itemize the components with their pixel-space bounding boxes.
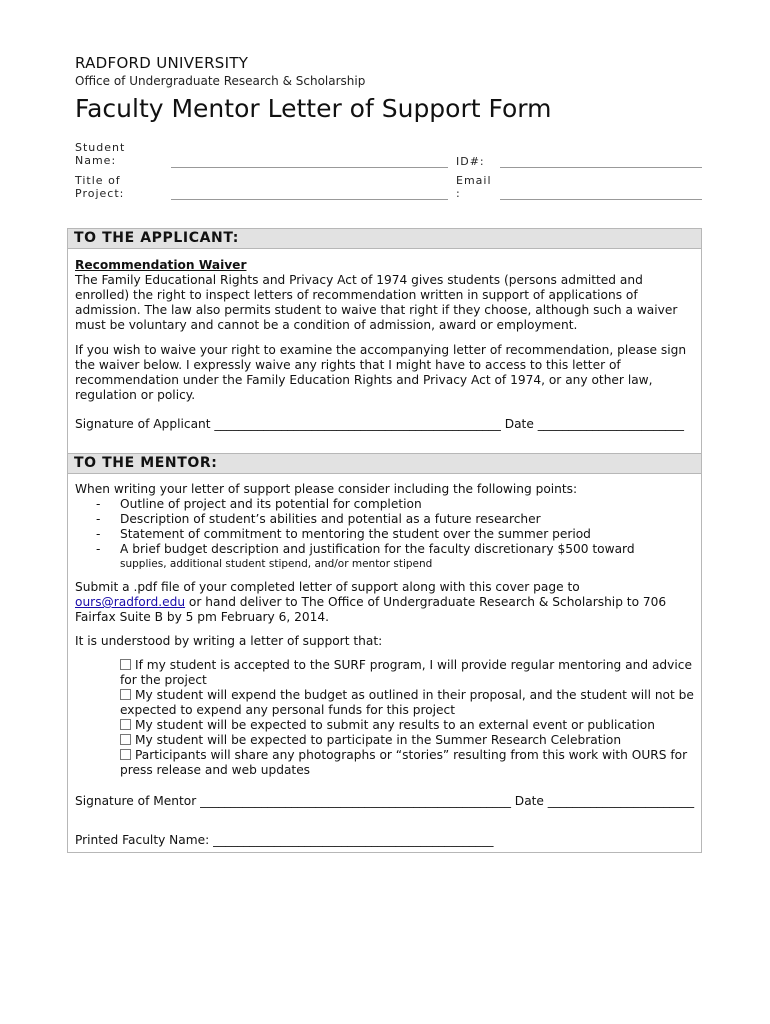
project-title-label: Title of Project: bbox=[75, 174, 125, 200]
printed-name-line[interactable]: Printed Faculty Name: ______________________________________________ bbox=[75, 833, 494, 847]
point-item: Outline of project and its potential for completion bbox=[120, 497, 422, 511]
waiver-block bbox=[75, 258, 695, 333]
email-field[interactable] bbox=[500, 199, 702, 200]
project-title-field[interactable] bbox=[171, 199, 448, 200]
email-label: Email : bbox=[456, 174, 492, 200]
applicant-divider bbox=[68, 248, 701, 249]
bullet-dash: - bbox=[96, 542, 101, 556]
checkbox-item bbox=[120, 748, 698, 778]
id-label: ID#: bbox=[456, 155, 485, 168]
checkbox-label: Participants will share any photographs or “stories” resulting from this work with OURS for press release and web updates bbox=[120, 748, 688, 777]
point-item: Statement of commitment to mentoring the student over the summer period bbox=[120, 527, 591, 541]
checkbox-item bbox=[120, 688, 698, 718]
applicant-heading: TO THE APPLICANT: bbox=[68, 229, 701, 248]
checkbox-list bbox=[120, 658, 698, 778]
understood-text: It is understood by writing a letter of support that: bbox=[75, 634, 383, 648]
checkbox[interactable] bbox=[120, 734, 131, 745]
checkbox-item bbox=[120, 718, 698, 733]
point-item: Description of student’s abilities and potential as a future researcher bbox=[120, 512, 541, 526]
mentor-divider bbox=[68, 473, 701, 474]
bullet-dash: - bbox=[96, 512, 101, 526]
checkbox[interactable] bbox=[120, 749, 131, 760]
page-title: Faculty Mentor Letter of Support Form bbox=[75, 94, 552, 123]
waiver-title: Recommendation Waiver bbox=[75, 258, 247, 272]
checkbox-item bbox=[120, 658, 698, 688]
bullet-dash: - bbox=[96, 527, 101, 541]
email-link[interactable]: ours@radford.edu bbox=[75, 595, 186, 609]
checkbox-item bbox=[120, 733, 698, 748]
applicant-signature-line[interactable]: Signature of Applicant _______________________________________________ Date ________________________ bbox=[75, 417, 684, 431]
mentor-intro: When writing your letter of support please consider including the following points: bbox=[75, 482, 578, 496]
student-name-field[interactable] bbox=[171, 167, 448, 168]
checkbox[interactable] bbox=[120, 689, 131, 700]
bullet-dash: - bbox=[96, 497, 101, 511]
waiver-text: The Family Educational Rights and Privacy Act of 1974 gives students (persons admitted and enrolled) the right to inspect letters of recommendation written in support of applications of admission. The law also permits student to waive that right if they choose, although such a waiver must be voluntary and cannot be a condition of admission, award or employment. bbox=[75, 273, 678, 332]
point-note: supplies, additional student stipend, and/or mentor stipend bbox=[120, 558, 433, 570]
point-item: A brief budget description and justification for the faculty discretionary $500 toward bbox=[120, 542, 635, 556]
mentor-signature-line[interactable]: Signature of Mentor ___________________________________________________ Date ________________________ bbox=[75, 794, 695, 808]
mentor-heading: TO THE MENTOR: bbox=[68, 454, 701, 473]
student-name-label: Student Name: bbox=[75, 141, 126, 167]
checkbox[interactable] bbox=[120, 659, 131, 670]
university-name: RADFORD UNIVERSITY bbox=[75, 54, 249, 72]
submit-post: or hand deliver to The Office of Undergraduate Research & Scholarship to 706 Fairfax Suite B by 5 pm February 6, 2014. bbox=[75, 595, 667, 624]
checkbox-label: My student will be expected to submit any results to an external event or publication bbox=[135, 718, 655, 732]
checkbox-label: If my student is accepted to the SURF program, I will provide regular mentoring and advice for the project bbox=[120, 658, 692, 687]
checkbox[interactable] bbox=[120, 719, 131, 730]
id-field[interactable] bbox=[500, 167, 702, 168]
submit-instructions bbox=[75, 580, 695, 625]
checkbox-label: My student will be expected to participate in the Summer Research Celebration bbox=[135, 733, 622, 747]
submit-pre: Submit a .pdf file of your completed letter of support along with this cover page to bbox=[75, 580, 580, 594]
office-name: Office of Undergraduate Research & Scholarship bbox=[75, 74, 366, 88]
waive-text: If you wish to waive your right to examine the accompanying letter of recommendation, please sign the waiver below. I expressly waive any rights that I might have to access to this letter of recommendation under the Family Education Rights and Privacy Act of 1974, or any other law, regulation or policy. bbox=[75, 343, 687, 402]
checkbox-label: My student will expend the budget as outlined in their proposal, and the student will not be expected to expend any personal funds for this project bbox=[120, 688, 694, 717]
